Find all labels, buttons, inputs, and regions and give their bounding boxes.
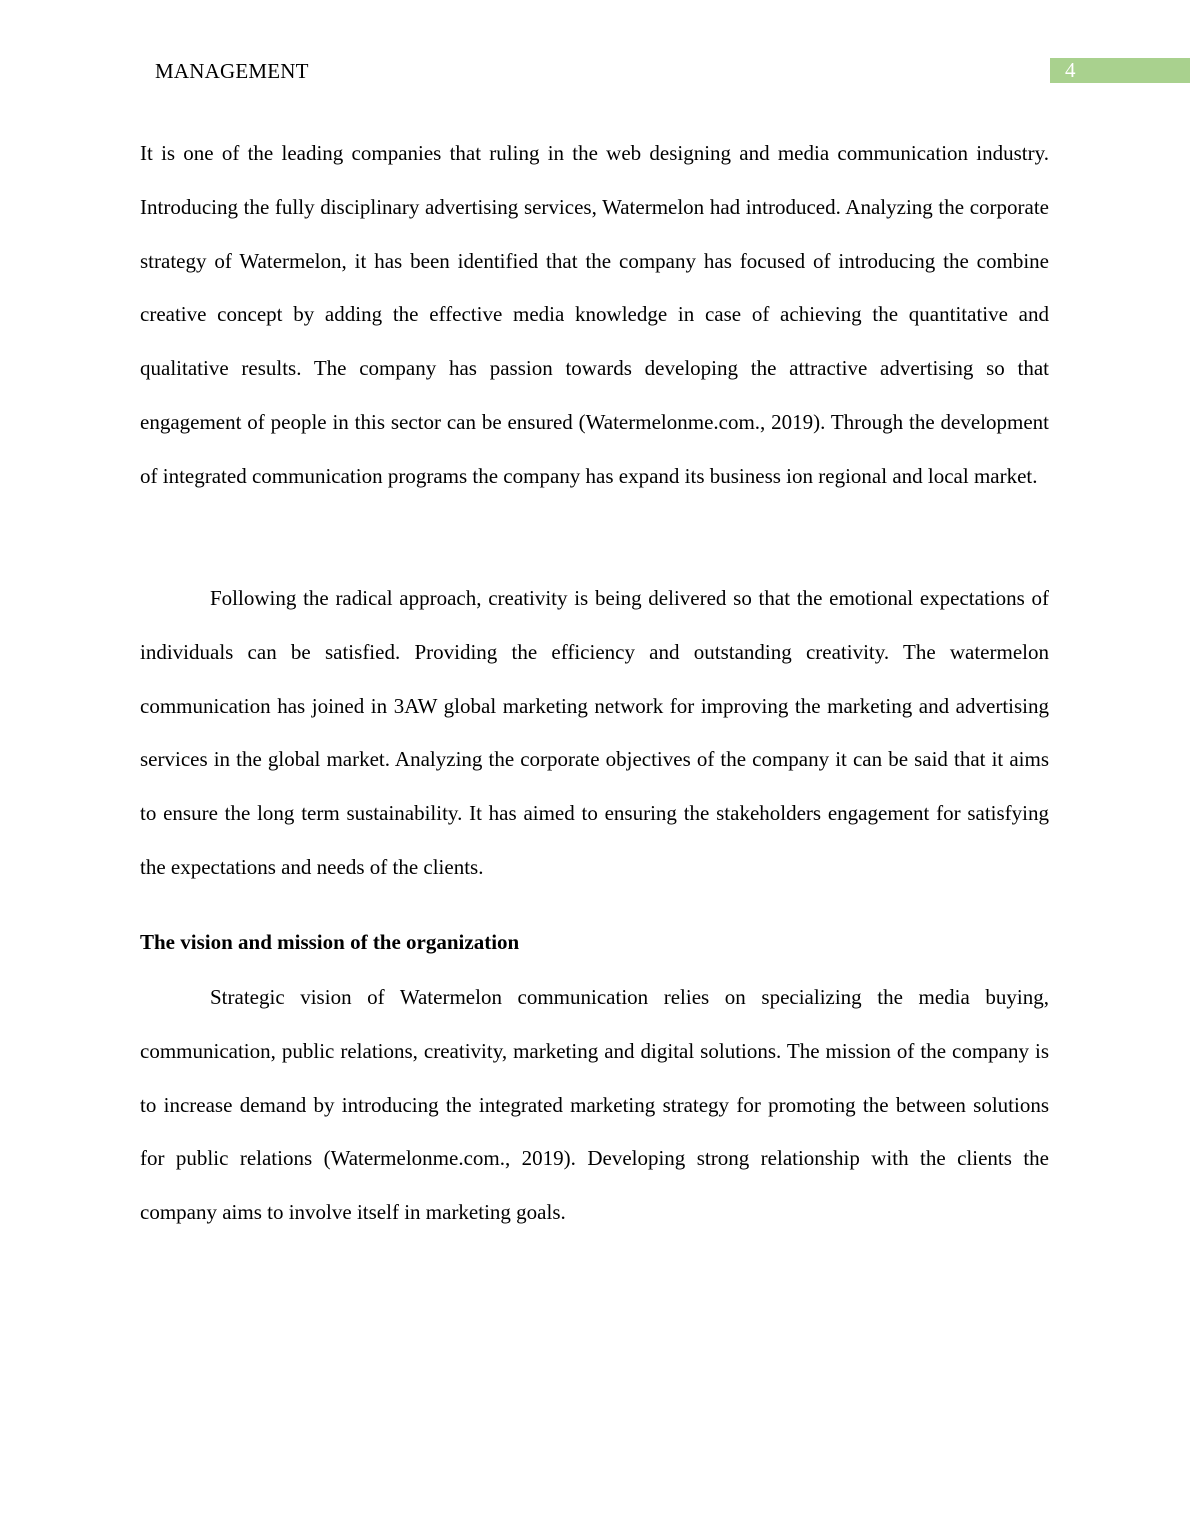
body-paragraph-2: Following the radical approach, creativity is being delivered so that the emotional expectations of individuals can be satisfied. Providing the efficiency and outstanding creativity. The watermelon communication has joined in 3AW global marketing network for improving the marketing and advertising services in the global market. Analyzing the corporate objectives of the company it can be said that it aims to ensure the long term sustainability. It has aimed to ensuring the stakeholders engagement for satisfying the expectations and needs of the clients. — [140, 586, 1049, 879]
running-head: MANAGEMENT — [155, 59, 309, 83]
page-number-badge — [1050, 58, 1190, 83]
section-heading: The vision and mission of the organization — [140, 930, 520, 954]
body-paragraph-3: Strategic vision of Watermelon communication relies on specializing the media buying, communication, public relations, creativity, marketing and digital solutions. The mission of the company is to increase demand by introducing the integrated marketing strategy for promoting the between solutions for public relations (Watermelonme.com., 2019). Developing strong relationship with the clients the company aims to involve itself in marketing goals. — [140, 985, 1049, 1225]
page-number: 4 — [1065, 58, 1076, 82]
body-paragraph-1: It is one of the leading companies that ruling in the web designing and media communication industry. Introducing the fully disciplinary advertising services, Watermelon had introduced. Analyzing the corporate strategy of Watermelon, it has been identified that the company has focused of introducing the combine creative concept by adding the effective media knowledge in case of achieving the quantitative and qualitative results. The company has passion towards developing the attractive advertising so that engagement of people in this sector can be ensured (Watermelonme.com., 2019). Through the development of integrated communication programs the company has expand its business ion regional and local market. — [140, 141, 1049, 488]
